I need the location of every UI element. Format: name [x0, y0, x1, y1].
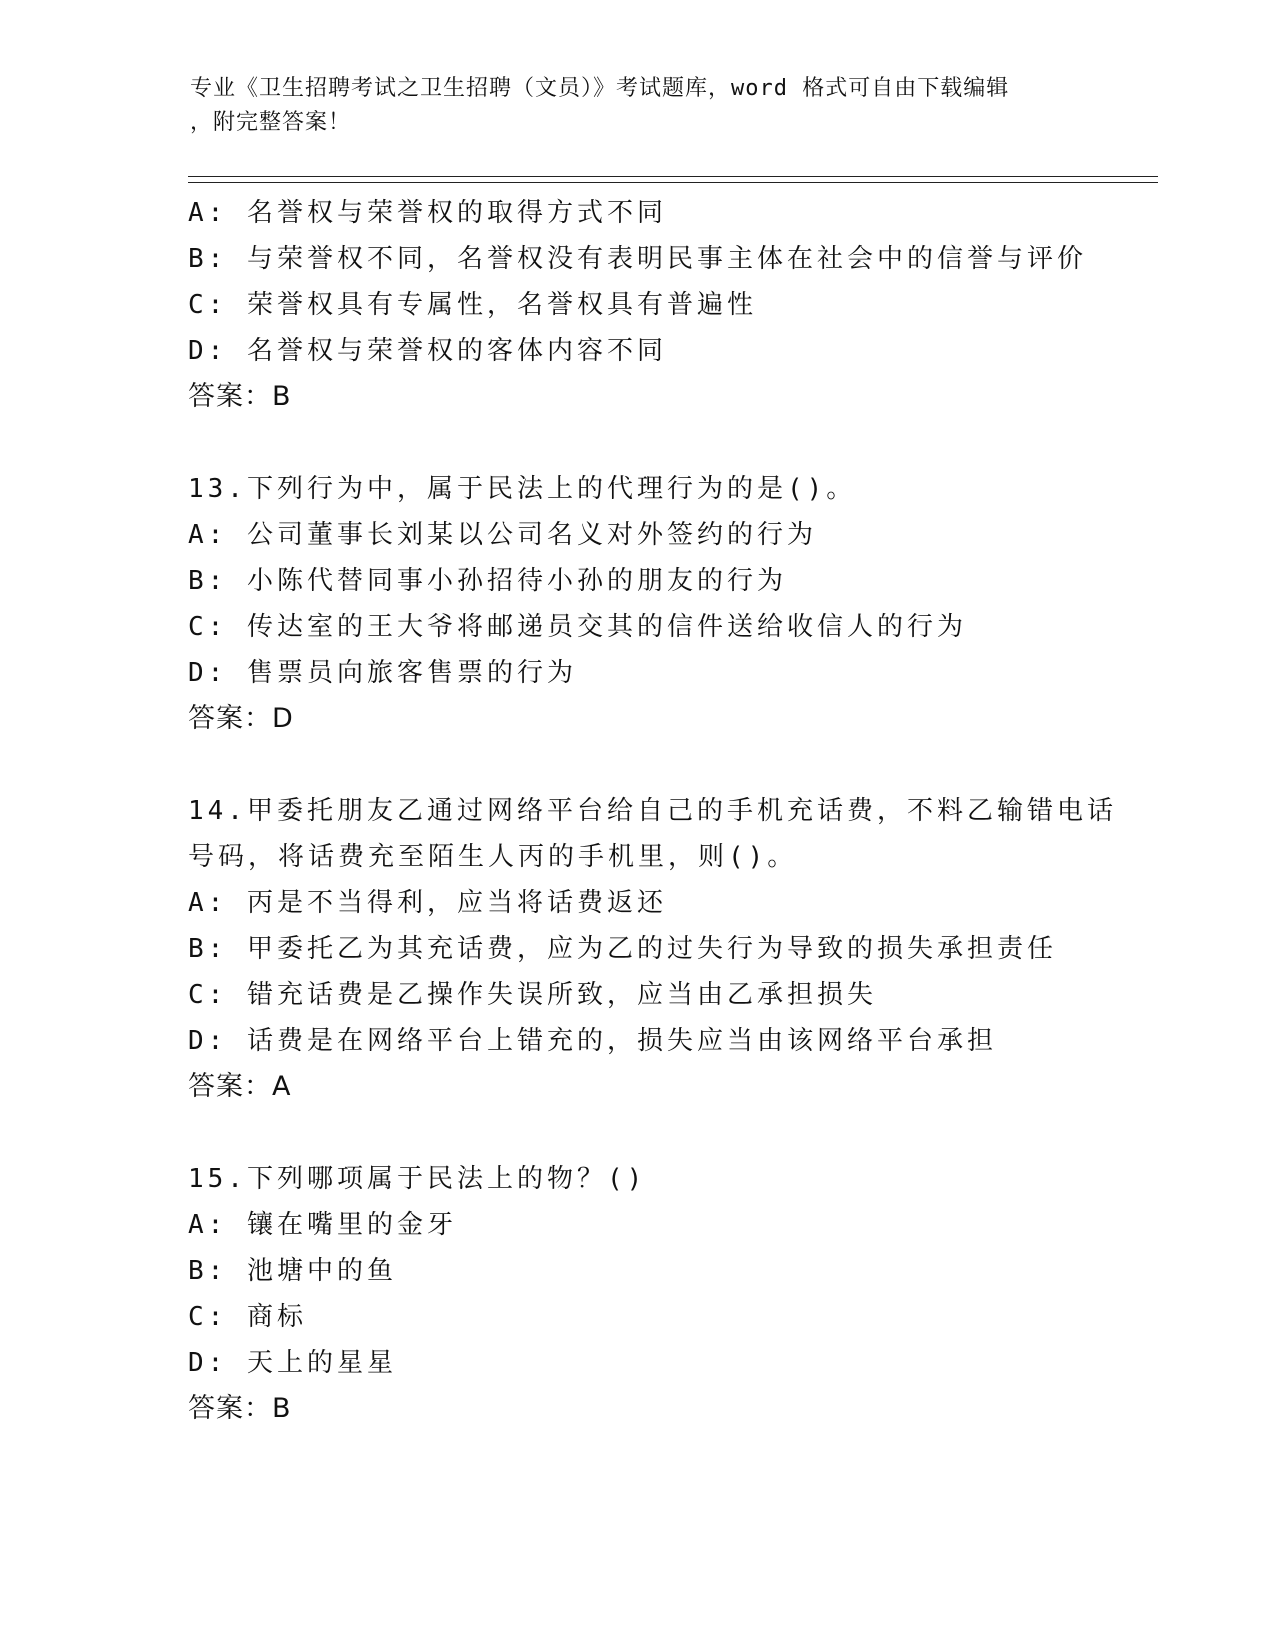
header-divider-bottom — [188, 182, 1158, 183]
question-stem-line-1: 14.甲委托朋友乙通过网络平台给自己的手机充话费，不料乙输错电话 — [188, 796, 1117, 826]
option-c: C: 商标 — [188, 1302, 307, 1332]
option-b: B: 小陈代替同事小孙招待小孙的朋友的行为 — [188, 566, 787, 596]
option-a: A: 镶在嘴里的金牙 — [188, 1210, 457, 1240]
answer-label: 答案：B — [188, 1393, 292, 1424]
answer-label: 答案：B — [188, 381, 292, 412]
question-spacer — [188, 420, 1088, 466]
question-15 — [188, 1156, 1088, 1432]
option-a: A: 名誉权与荣誉权的取得方式不同 — [188, 198, 667, 228]
question-spacer — [188, 1110, 1088, 1156]
question-stem: 15.下列哪项属于民法上的物？() — [188, 1164, 647, 1194]
question-stem-line-2: 号码，将话费充至陌生人丙的手机里，则()。 — [188, 842, 798, 872]
option-d: D: 名誉权与荣誉权的客体内容不同 — [188, 336, 667, 366]
question-13 — [188, 466, 1088, 742]
question-list — [188, 190, 1117, 1432]
option-a: A: 丙是不当得利，应当将话费返还 — [188, 888, 667, 918]
option-d: D: 天上的星星 — [188, 1348, 397, 1378]
question-12 — [188, 190, 1088, 420]
answer-label: 答案：D — [188, 703, 294, 734]
question-14 — [188, 788, 1117, 1110]
question-spacer — [188, 742, 1088, 788]
question-stem: 13.下列行为中，属于民法上的代理行为的是()。 — [188, 474, 857, 504]
header-line-2: ，附完整答案！ — [190, 110, 352, 135]
option-c: C: 传达室的王大爷将邮递员交其的信件送给收信人的行为 — [188, 612, 967, 642]
option-b: B: 与荣誉权不同，名誉权没有表明民事主体在社会中的信誉与评价 — [188, 244, 1087, 274]
option-b: B: 甲委托乙为其充话费，应为乙的过失行为导致的损失承担责任 — [188, 934, 1057, 964]
header-divider-top — [188, 176, 1158, 177]
option-d: D: 话费是在网络平台上错充的，损失应当由该网络平台承担 — [188, 1026, 997, 1056]
option-a: A: 公司董事长刘某以公司名义对外签约的行为 — [188, 520, 817, 550]
option-c: C: 错充话费是乙操作失误所致，应当由乙承担损失 — [188, 980, 877, 1010]
answer-label: 答案：A — [188, 1071, 292, 1102]
option-b: B: 池塘中的鱼 — [188, 1256, 397, 1286]
option-c: C: 荣誉权具有专属性，名誉权具有普遍性 — [188, 290, 757, 320]
header-line-1: 专业《卫生招聘考试之卫生招聘（文员）》考试题库，word 格式可自由下载编辑 — [190, 76, 1010, 101]
document-header — [190, 72, 1070, 140]
option-d: D: 售票员向旅客售票的行为 — [188, 658, 577, 688]
